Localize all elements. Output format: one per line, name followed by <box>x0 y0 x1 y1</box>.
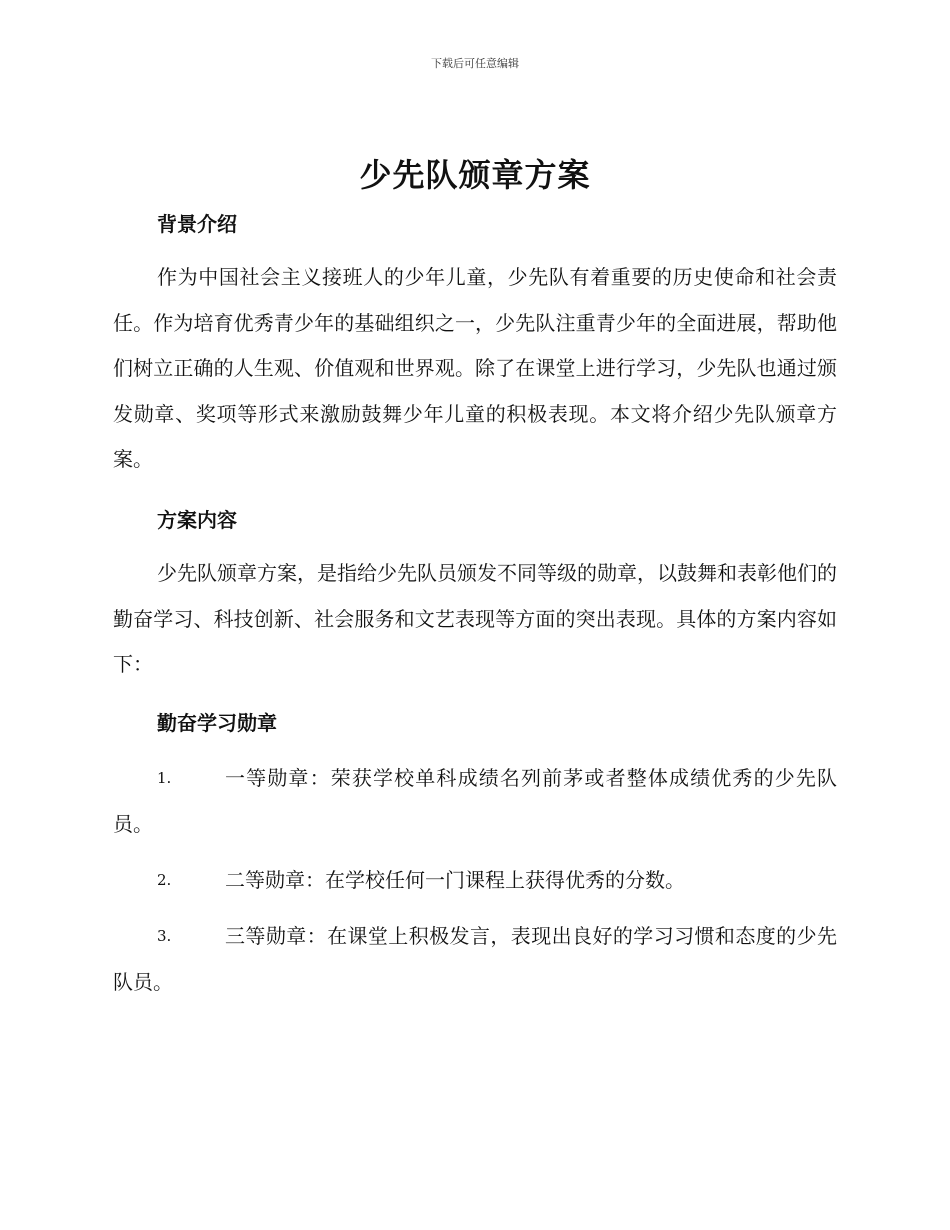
list-item-number: 1. <box>157 769 172 787</box>
list-item-number: 3. <box>157 927 172 945</box>
list-item <box>113 914 837 1005</box>
header-note: 下载后可任意编辑 <box>431 57 519 70</box>
plan-paragraph: 少先队颁章方案，是指给少先队员颁发不同等级的勋章，以鼓舞和表彰他们的勤奋学习、科技创新、社会服务和文艺表现等方面的突出表现。具体的方案内容如下： <box>113 561 837 676</box>
page-title: 少先队颁章方案 <box>359 156 591 194</box>
list-item-text: 三等勋章：在课堂上积极发言，表现出良好的学习习惯和态度的少先队员。 <box>113 924 837 994</box>
background-heading: 背景介绍 <box>157 212 237 236</box>
list-item-text: 一等勋章：荣获学校单科成绩名列前茅或者整体成绩优秀的少先队员。 <box>113 766 837 836</box>
plan-heading: 方案内容 <box>157 508 237 532</box>
list-item-text: 二等勋章：在学校任何一门课程上获得优秀的分数。 <box>225 868 685 892</box>
list-item <box>113 756 837 847</box>
study-heading: 勤奋学习勋章 <box>157 711 277 735</box>
background-paragraph: 作为中国社会主义接班人的少年儿童，少先队有着重要的历史使命和社会责任。作为培育优秀青少年的基础组织之一，少先队注重青少年的全面进展，帮助他们树立正确的人生观、价值观和世界观。除了在课堂上进行学习，少先队也通过颁发勋章、奖项等形式来激励鼓舞少年儿童的积极表现。本文将介绍少先队颁章方案。 <box>113 265 837 471</box>
list-item-number: 2. <box>157 871 172 889</box>
list-item <box>113 858 837 904</box>
